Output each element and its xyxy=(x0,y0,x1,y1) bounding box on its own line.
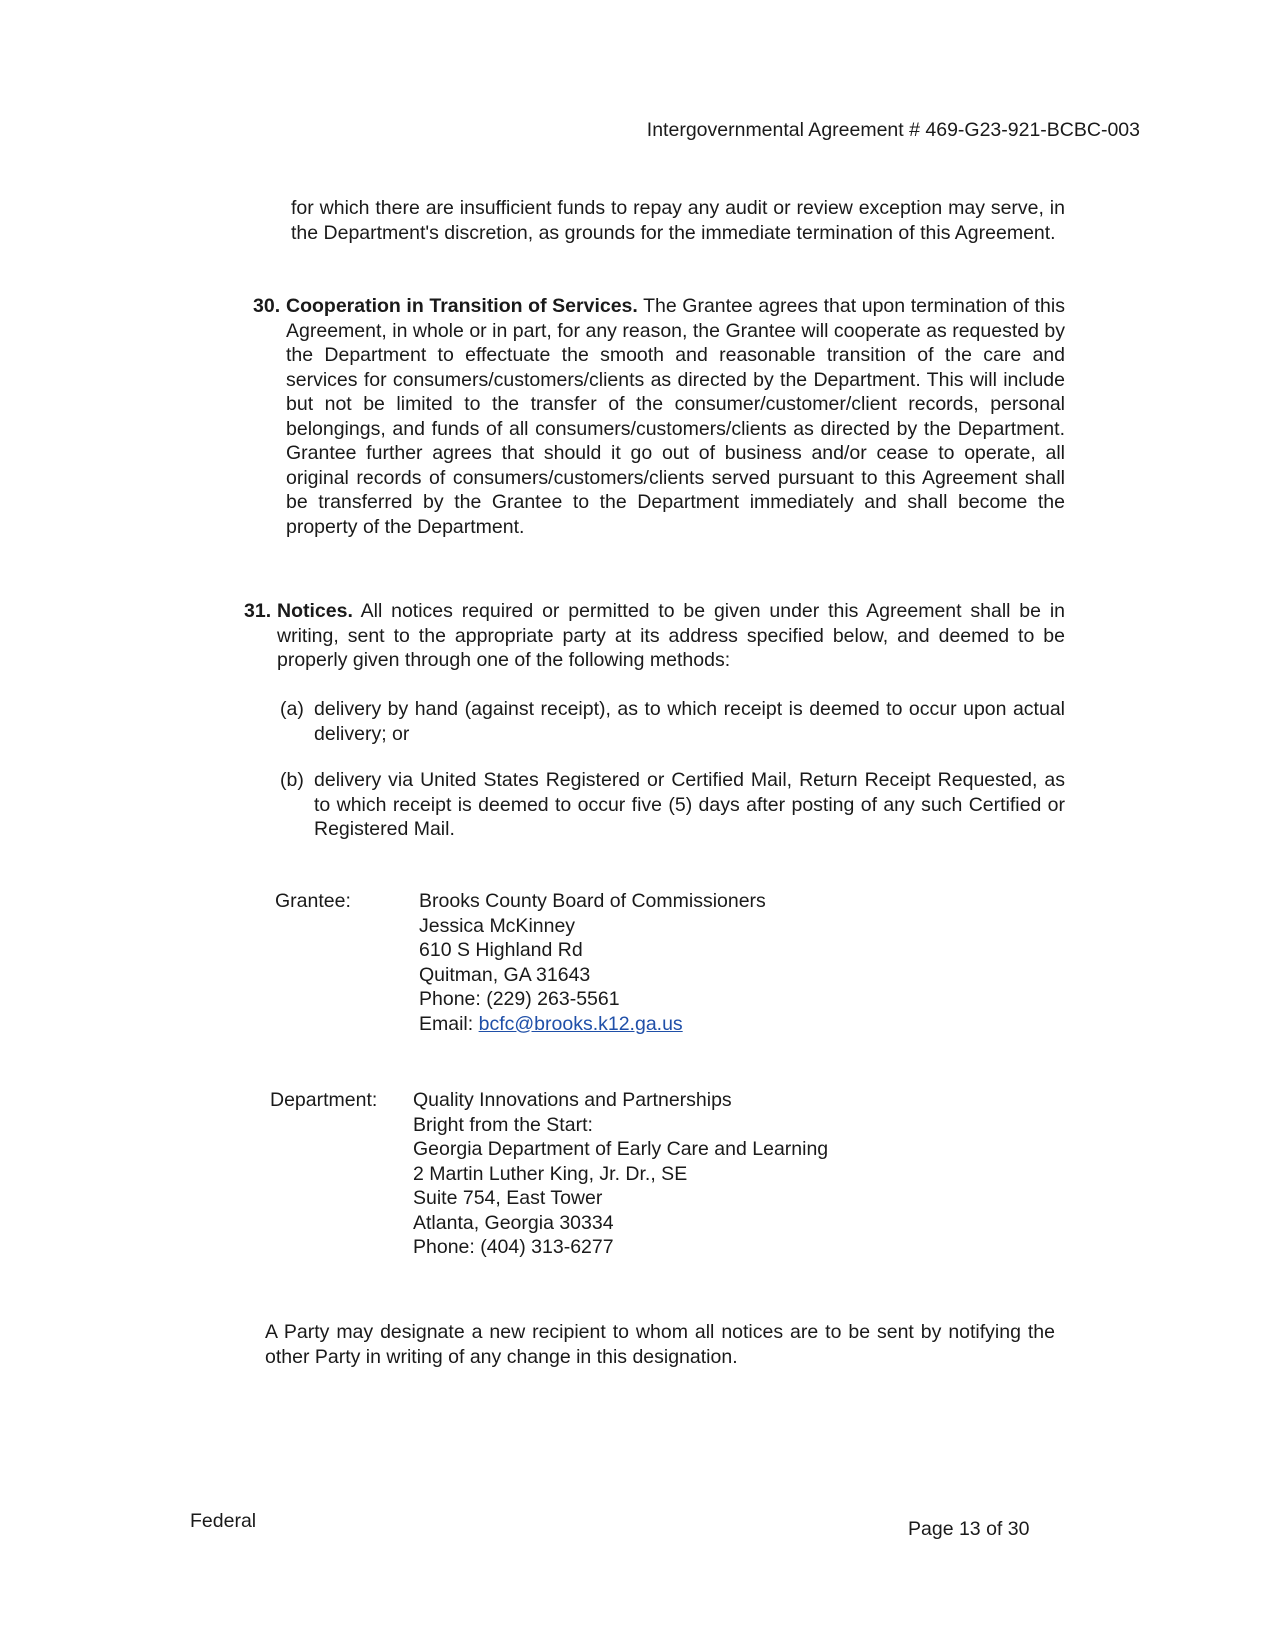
page-number: Page 13 of 30 xyxy=(908,1518,1030,1540)
section-30-body xyxy=(286,294,1065,539)
section-30-text: The Grantee agrees that upon termination of this Agreement, in whole or in part, for any reason, the Grantee will cooperate as requested by the Department to effectuate the smooth and reasonable transition of the care and services for consumers/customers/clients as directed by the Department. This will include but not be limited to the transfer of the consumer/customer/client records, personal belongings, and funds of all consumers/customers/clients as directed by the Department. Grantee further agrees that should it go out of business and/or cease to operate, all original records of consumers/customers/clients served pursuant to this Agreement shall be transferred by the Grantee to the Department immediately and shall become the property of the Department. xyxy=(286,295,1065,538)
department-label: Department: xyxy=(270,1089,378,1111)
notice-method-a-text: delivery by hand (against receipt), as to which receipt is deemed to occur upon actual delivery; or xyxy=(314,698,1065,745)
grantee-address xyxy=(419,889,766,1036)
grantee-street: 610 S Highland Rd xyxy=(419,939,583,961)
section-30 xyxy=(253,294,1065,539)
section-31-title: Notices. xyxy=(277,600,353,622)
notice-method-b-text: delivery via United States Registered or Certified Mail, Return Receipt Requested, as to which receipt is deemed to occur five (5) days after posting of any such Certified or Registered Mail. xyxy=(314,769,1065,840)
department-line-2: Bright from the Start: xyxy=(413,1113,593,1136)
grantee-contact: Jessica McKinney xyxy=(419,914,576,937)
department-line-1: Quality Innovations and Partnerships xyxy=(413,1089,732,1111)
notice-method-b xyxy=(280,768,1065,842)
continuation-paragraph: for which there are insufficient funds to repay any audit or review exception may serve, in the Department's discretion, as grounds for the immediate termination of this Agreement. xyxy=(291,197,1065,244)
department-line-5: Suite 754, East Tower xyxy=(413,1187,603,1209)
section-31-body xyxy=(277,599,1065,673)
section-30-title: Cooperation in Transition of Services. xyxy=(286,295,638,317)
department-line-3: Georgia Department of Early Care and Learning xyxy=(413,1138,829,1160)
grantee-email-label: Email: xyxy=(419,1012,479,1035)
notice-method-a xyxy=(280,697,1065,746)
department-line-6: Atlanta, Georgia 30334 xyxy=(413,1211,614,1234)
section-31-number: 31. xyxy=(244,600,272,622)
grantee-name: Brooks County Board of Commissioners xyxy=(419,890,766,912)
section-31 xyxy=(244,599,1065,673)
notice-method-b-label: (b) xyxy=(280,769,304,791)
footer-label: Federal xyxy=(190,1510,257,1532)
department-phone: Phone: (404) 313-6277 xyxy=(413,1236,614,1258)
section-30-number: 30. xyxy=(253,295,281,317)
grantee-phone: Phone: (229) 263-5561 xyxy=(419,988,620,1010)
grantee-city: Quitman, GA 31643 xyxy=(419,963,591,986)
closing-paragraph: A Party may designate a new recipient to whom all notices are to be sent by notifying the other Party in writing of any change in this designation. xyxy=(265,1321,1055,1368)
grantee-email-line xyxy=(419,1012,766,1037)
grantee-email-link[interactable]: bcfc@brooks.k12.ga.us xyxy=(478,1012,683,1035)
department-line-4: 2 Martin Luther King, Jr. Dr., SE xyxy=(413,1162,688,1185)
department-address xyxy=(413,1088,828,1260)
notice-method-a-label: (a) xyxy=(280,698,304,720)
section-31-text: All notices required or permitted to be given under this Agreement shall be in writing, sent to the appropriate party at its address specified below, and deemed to be properly given through one of the following methods: xyxy=(277,600,1065,671)
grantee-label: Grantee: xyxy=(275,890,351,912)
agreement-header: Intergovernmental Agreement # 469-G23-921-BCBC-003 xyxy=(646,119,1140,141)
